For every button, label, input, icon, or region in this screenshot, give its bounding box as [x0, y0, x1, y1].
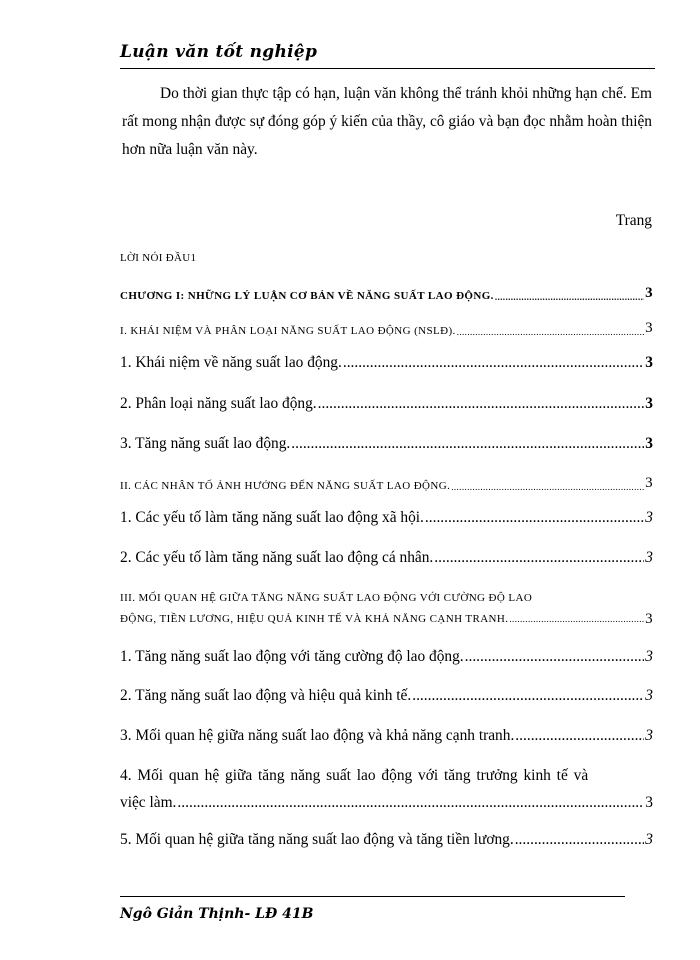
toc-entry-title: 1. Khái niệm về năng suất lao động.	[120, 354, 342, 371]
toc-item[interactable]	[120, 831, 653, 849]
toc-entry-title: 2. Phân loại năng suất lao động.	[120, 395, 317, 412]
toc-entry-page: 3	[645, 549, 653, 566]
toc-leader	[318, 395, 645, 413]
toc-section-2[interactable]	[120, 475, 653, 492]
toc-section-3[interactable]	[120, 588, 653, 630]
toc-leader	[515, 831, 645, 849]
toc-leader	[343, 354, 644, 372]
toc-leader	[465, 648, 645, 666]
toc-chapter-1[interactable]	[120, 285, 653, 302]
toc-entry-page: 3	[645, 320, 653, 336]
toc-entry-title: 1. Tăng năng suất lao động với tăng cường độ lao động.	[120, 648, 464, 665]
toc-entry-page: 3	[645, 475, 653, 491]
toc-leader	[451, 482, 644, 492]
toc-entry-page: 3	[645, 831, 653, 848]
toc-leader	[515, 727, 644, 745]
toc-entry-page: 3	[645, 687, 653, 704]
header-title: Luận văn tốt nghiệp	[120, 42, 318, 62]
toc-entry-title: 2. Tăng năng suất lao động và hiệu quả kinh tế.	[120, 687, 412, 704]
toc-entry-page: 3	[645, 648, 653, 665]
toc-page-heading: Trang	[615, 212, 652, 229]
toc-entry-title: 3. Mối quan hệ giữa năng suất lao động và khả năng cạnh tranh.	[120, 727, 515, 744]
footer-rule	[120, 896, 625, 897]
toc-entry-page: 3	[645, 794, 653, 811]
toc-item[interactable]	[120, 727, 653, 745]
footer-author: Ngô Giản Thịnh- LĐ 41B	[120, 906, 314, 922]
toc-entry-title: 2. Các yếu tố làm tăng năng suất lao động cá nhân.	[120, 549, 434, 566]
toc-leader	[291, 435, 644, 453]
toc-leader	[425, 509, 644, 527]
toc-item[interactable]	[120, 354, 653, 372]
toc-entry-page: 3	[645, 611, 653, 627]
toc-item[interactable]	[120, 509, 653, 527]
toc-entry-title-line1: 4. Mối quan hệ giữa tăng năng suất lao động với tăng trưởng kinh tế và	[120, 767, 589, 784]
toc-entry-page: 3	[645, 395, 653, 412]
toc-entry-title-line1: III. MỐI QUAN HỆ GIỮA TĂNG NĂNG SUẤT LAO ĐỘNG VỚI CƯỜNG ĐỘ LAO	[120, 592, 533, 604]
toc-entry-title: II. CÁC NHÂN TỐ ẢNH HƯỞNG ĐẾN NĂNG SUẤT LAO ĐỘNG.	[120, 480, 451, 492]
toc-item[interactable]	[120, 435, 653, 453]
toc-entry-title: I. KHÁI NIỆM VÀ PHÂN LOẠI NĂNG SUẤT LAO ĐỘNG (NSLĐ).	[120, 325, 456, 337]
toc-entry-title-line2: ĐỘNG, TIỀN LƯƠNG, HIỆU QUẢ KINH TẾ VÀ KHẢ NĂNG CẠNH TRANH.	[120, 613, 509, 625]
toc-item[interactable]	[120, 549, 653, 567]
toc-item[interactable]	[120, 395, 653, 413]
toc-item[interactable]	[120, 648, 653, 666]
toc-section-3-line2	[120, 609, 653, 630]
toc-leader	[412, 687, 644, 705]
toc-section-1[interactable]	[120, 320, 653, 337]
toc-leader	[495, 292, 644, 302]
header-rule	[120, 68, 655, 69]
toc-entry-page: 3	[645, 509, 653, 526]
toc-entry-title: 1. Các yếu tố làm tăng năng suất lao động xã hội.	[120, 509, 424, 526]
toc-entry-page: 3	[645, 285, 653, 301]
toc-entry-page: 3	[645, 727, 653, 744]
toc-entry-page: 3	[645, 354, 653, 371]
toc-preface: LỜI NÓI ĐẦU1	[120, 252, 197, 264]
toc-leader	[457, 327, 644, 337]
intro-paragraph	[122, 80, 652, 164]
toc-entry-title-line2: việc làm.	[120, 794, 177, 811]
toc-leader	[177, 789, 644, 816]
toc-item[interactable]	[120, 687, 653, 705]
toc-entry-title: CHƯƠNG I: NHỮNG LÝ LUẬN CƠ BẢN VỀ NĂNG SUẤT LAO ĐỘNG.	[120, 290, 494, 302]
toc-leader	[509, 609, 644, 630]
toc-entry-title: 3. Tăng năng suất lao động.	[120, 435, 291, 452]
toc-leader	[434, 549, 644, 567]
toc-item-4[interactable]	[120, 762, 653, 816]
intro-text: Do thời gian thực tập có hạn, luận văn không thể tránh khỏi những hạn chế. Em rất mong nhận được sự đóng góp ý kiến của thầy, cô giáo và bạn đọc nhằm hoàn thiện hơn nữa luận văn này.	[122, 85, 652, 158]
toc-entry-title: 5. Mối quan hệ giữa tăng năng suất lao động và tăng tiền lương.	[120, 831, 514, 848]
toc-entry-page: 3	[645, 435, 653, 452]
toc-item-4-line2	[120, 789, 653, 816]
